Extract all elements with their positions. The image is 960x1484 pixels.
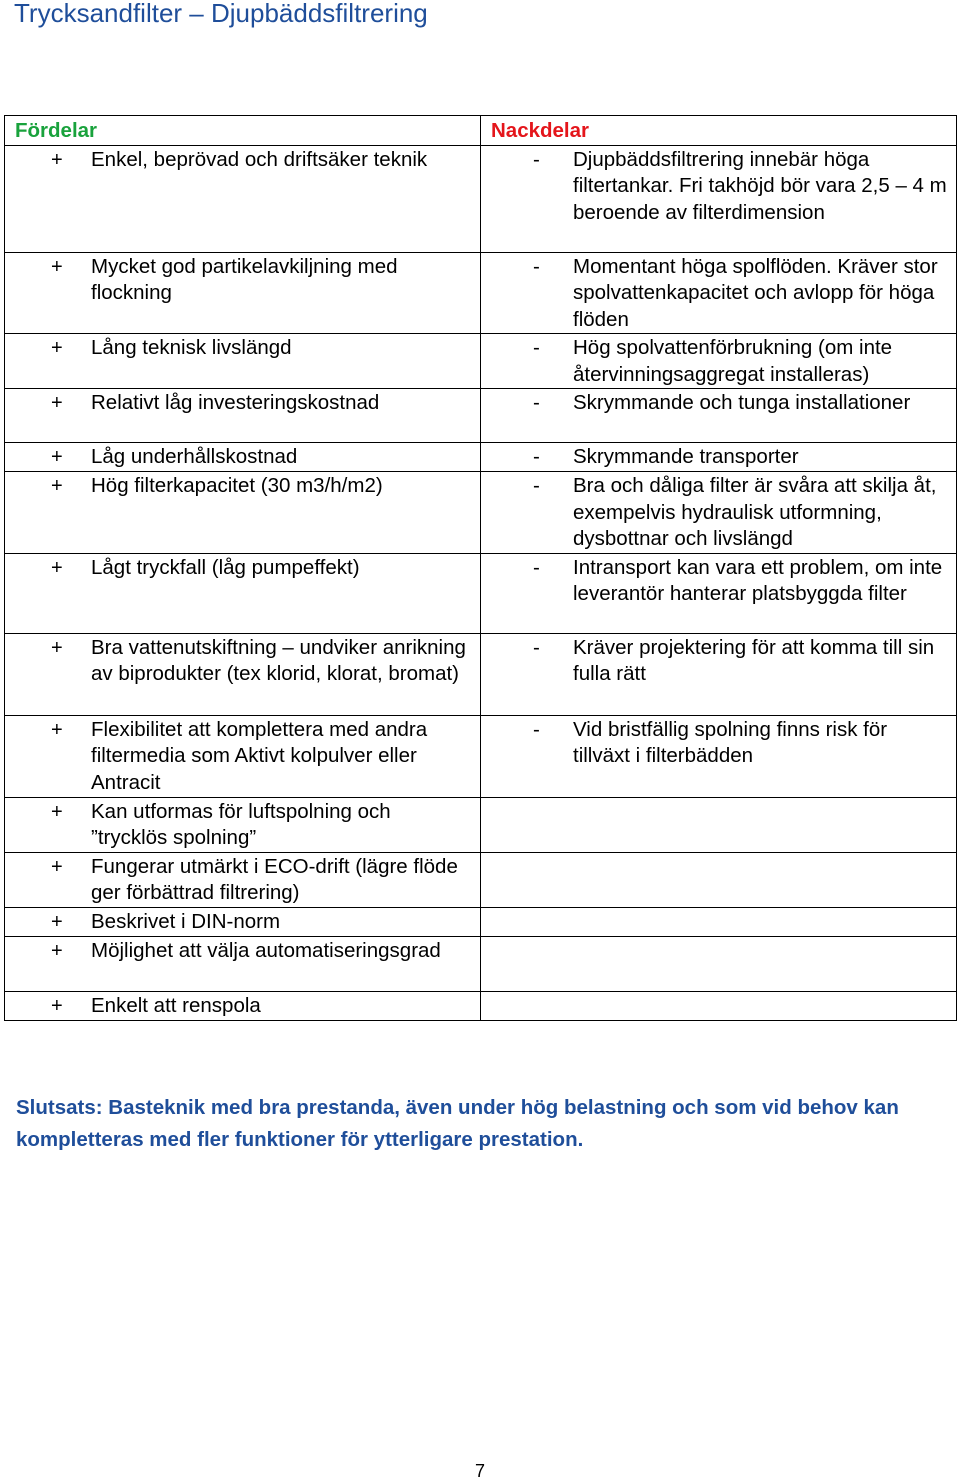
pro-item — [5, 853, 480, 907]
plus-icon: + — [51, 446, 63, 468]
pro-item — [5, 908, 480, 936]
cons-cell — [481, 907, 957, 936]
minus-icon: - — [533, 254, 540, 278]
plus-icon: + — [51, 337, 63, 359]
cons-cell — [481, 553, 957, 633]
minus-icon: - — [533, 717, 540, 741]
pro-text: Bra vattenutskiftning – undviker anrikning av biprodukter (tex klorid, klorat, bromat) — [91, 635, 466, 685]
con-item — [481, 716, 956, 770]
table-row — [5, 907, 957, 936]
con-text: Djupbäddsfiltrering innebär höga filtertankar. Fri takhöjd bör vara 2,5 – 4 m beroende av filterdimension — [573, 147, 947, 224]
pro-item — [5, 716, 480, 797]
cons-cell — [481, 991, 957, 1020]
pros-cons-table — [4, 115, 957, 1021]
cons-header: Nackdelar — [491, 119, 590, 142]
page-title: Trycksandfilter – Djupbäddsfiltrering — [14, 0, 428, 28]
table-row — [5, 443, 957, 472]
pros-cell — [5, 715, 481, 797]
cons-cell — [481, 252, 957, 334]
page-number: 7 — [474, 1461, 485, 1481]
pros-cell — [5, 472, 481, 554]
minus-icon: - — [533, 635, 540, 659]
con-item — [481, 253, 956, 334]
pros-cell — [5, 797, 481, 852]
plus-icon: + — [51, 475, 63, 497]
plus-icon: + — [51, 718, 63, 741]
pros-cell — [5, 145, 481, 252]
cons-cell — [481, 472, 957, 554]
table-row — [5, 633, 957, 715]
plus-icon: + — [51, 392, 63, 414]
pro-text: Fungerar utmärkt i ECO-drift (lägre flöde ger förbättrad filtrering) — [91, 854, 458, 904]
plus-icon: + — [51, 994, 63, 1017]
con-item — [481, 472, 956, 553]
pro-item — [5, 253, 480, 307]
table-row — [5, 936, 957, 991]
pro-text: Flexibilitet att komplettera med andra filtermedia som Aktivt kolpulver eller Antracit — [91, 717, 428, 794]
table-row — [5, 991, 957, 1020]
pros-cell — [5, 936, 481, 991]
minus-icon: - — [533, 474, 540, 497]
pro-text: Enkel, beprövad och driftsäker teknik — [91, 147, 428, 171]
minus-icon: - — [533, 391, 540, 414]
pro-item — [5, 798, 480, 852]
pro-item — [5, 443, 480, 471]
minus-icon: - — [533, 147, 540, 171]
con-item — [481, 389, 956, 417]
con-text: Intransport kan vara ett problem, om inte leverantör hanterar platsbyggda filter — [573, 555, 943, 605]
pro-text: Relativt låg investeringskostnad — [91, 391, 380, 414]
table-row — [5, 145, 957, 252]
pro-text: Beskrivet i DIN-norm — [91, 909, 281, 933]
pro-item — [5, 634, 480, 688]
cons-cell — [481, 334, 957, 389]
pro-item — [5, 992, 480, 1020]
pros-cell — [5, 633, 481, 715]
pros-cell — [5, 553, 481, 633]
pro-text: Mycket god partikelavkiljning med flockning — [91, 254, 398, 304]
cons-cell — [481, 936, 957, 991]
pros-cell — [5, 334, 481, 389]
pro-text: Hög filterkapacitet (30 m3/h/m2) — [91, 474, 383, 497]
con-text: Skrymmande och tunga installationer — [573, 391, 911, 414]
pro-text: Lång teknisk livslängd — [91, 336, 292, 359]
plus-icon: + — [51, 148, 63, 171]
cons-cell — [481, 797, 957, 852]
table-row — [5, 472, 957, 554]
pro-item — [5, 389, 480, 417]
cons-cell — [481, 145, 957, 252]
con-item — [481, 146, 956, 227]
table-row — [5, 334, 957, 389]
pro-item — [5, 334, 480, 362]
plus-icon: + — [51, 910, 63, 933]
con-item — [481, 634, 956, 688]
plus-icon: + — [51, 939, 63, 962]
plus-icon: + — [51, 855, 63, 878]
pros-cell — [5, 907, 481, 936]
pro-text: Kan utformas för luftspolning och ”trycklös spolning” — [91, 799, 391, 849]
cons-cell — [481, 715, 957, 797]
conclusion: Slutsats: Basteknik med bra prestanda, även under hög belastning och som vid behov kan kompletteras med fler funktioner för ytterligare prestation. — [16, 1096, 899, 1151]
pro-item — [5, 472, 480, 500]
table-row — [5, 389, 957, 443]
table-row — [5, 852, 957, 907]
pros-cell — [5, 252, 481, 334]
pro-text: Möjlighet att välja automatiseringsgrad — [91, 938, 441, 962]
table-row — [5, 715, 957, 797]
con-text: Momentant höga spolflöden. Kräver stor spolvattenkapacitet och avlopp för höga flöden — [573, 254, 938, 331]
pros-cell — [5, 852, 481, 907]
table-row — [5, 252, 957, 334]
pros-header: Fördelar — [15, 119, 98, 142]
cons-cell — [481, 633, 957, 715]
pro-item — [5, 937, 480, 965]
con-item — [481, 334, 956, 388]
con-text: Hög spolvattenförbrukning (om inte återvinningsaggregat installeras) — [573, 336, 893, 386]
con-text: Bra och dåliga filter är svåra att skilja åt, exempelvis hydraulisk utformning, dysbottnar och livslängd — [573, 474, 937, 550]
cons-cell — [481, 389, 957, 443]
pro-text: Enkelt att renspola — [91, 993, 261, 1017]
plus-icon: + — [51, 800, 63, 823]
con-text: Vid bristfällig spolning finns risk för tillväxt i filterbädden — [573, 717, 888, 767]
cons-cell — [481, 852, 957, 907]
con-text: Kräver projektering för att komma till sin fulla rätt — [573, 635, 935, 685]
pro-text: Låg underhållskostnad — [91, 445, 298, 468]
minus-icon: - — [533, 336, 540, 359]
pros-cell — [5, 389, 481, 443]
table-row — [5, 797, 957, 852]
con-item — [481, 554, 956, 608]
pro-item — [5, 146, 480, 174]
table-row — [5, 553, 957, 633]
con-text: Skrymmande transporter — [573, 445, 799, 468]
con-item — [481, 443, 956, 471]
plus-icon: + — [51, 556, 63, 579]
pro-item — [5, 554, 480, 582]
pros-cell — [5, 991, 481, 1020]
minus-icon: - — [533, 445, 540, 468]
pro-text: Lågt tryckfall (låg pumpeffekt) — [91, 555, 360, 579]
pros-cell — [5, 443, 481, 472]
table-header-row — [5, 116, 957, 146]
minus-icon: - — [533, 555, 540, 579]
cons-cell — [481, 443, 957, 472]
plus-icon: + — [51, 636, 63, 659]
plus-icon: + — [51, 255, 63, 278]
